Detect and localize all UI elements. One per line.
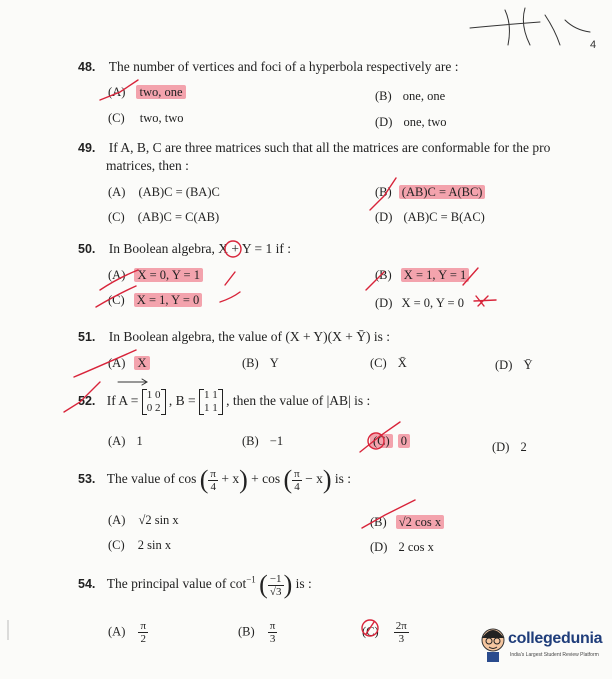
q53-a-label: (A) xyxy=(108,513,126,527)
q51-text: In Boolean algebra, the value of (X + Y)(X + Ȳ) is : xyxy=(108,329,391,344)
q53-plus-x: + x xyxy=(221,471,240,487)
q48-number: 48. xyxy=(78,60,96,74)
q53-text2: + cos xyxy=(251,471,281,487)
q51-d-text: Ȳ xyxy=(523,358,533,372)
q54-text1: The principal value of cot xyxy=(106,576,247,592)
q53-frac-1-num: π xyxy=(210,467,216,480)
q53-frac-2-num: π xyxy=(294,467,300,480)
q53-frac-2-den: 4 xyxy=(294,480,300,493)
q53-number: 53. xyxy=(78,472,96,487)
q49-tick-mark xyxy=(370,178,396,210)
q50-a-check xyxy=(225,272,235,285)
q50-b-text: X = 1, Y = 1 xyxy=(401,268,469,282)
q54-c-num: 2π xyxy=(395,620,407,632)
q52-a-label: (A) xyxy=(108,434,126,448)
q48-a-label: (A) xyxy=(108,85,126,99)
q53-d-label: (D) xyxy=(370,540,388,554)
q54-c-den: 3 xyxy=(398,633,405,645)
q50-d-label: (D) xyxy=(375,296,393,310)
q52-b-text: −1 xyxy=(269,434,284,448)
q52-matrix-b-row2: 1 1 xyxy=(204,402,218,414)
q54-a-num: π xyxy=(140,620,147,632)
q52-matrix-a-row2: 0 2 xyxy=(146,402,161,414)
q51-a-label: (A) xyxy=(108,356,126,370)
q53-paren-open-1: ( xyxy=(199,465,209,494)
q54-a-den: 2 xyxy=(140,633,147,645)
q49-text-line1: If A, B, C are three matrices such that all the matrices are conformable for the pro xyxy=(108,140,551,155)
q51-a-text: X xyxy=(134,356,149,370)
q53-text1: The value of cos xyxy=(106,471,197,487)
q52-text: , then the value of |AB| is : xyxy=(226,393,371,409)
q50-number: 50. xyxy=(78,242,96,256)
q52-arrow-mark xyxy=(118,379,147,385)
q49-d-label: (D) xyxy=(375,210,393,224)
q49-a-text: (AB)C = (BA)C xyxy=(138,185,220,199)
q49-c-label: (C) xyxy=(108,210,125,224)
q52-c-label: (C) xyxy=(370,434,393,448)
q52-d-label: (D) xyxy=(492,440,510,454)
q54-b-label: (B) xyxy=(238,624,255,639)
q48-c-label: (C) xyxy=(108,111,125,125)
q48-b-label: (B) xyxy=(375,89,392,103)
q53-paren-open-2: ( xyxy=(283,465,293,494)
q52-a-text: 1 xyxy=(136,434,143,448)
q49-b-text: (AB)C = A(BC) xyxy=(399,185,486,199)
q54-c-label: (C) xyxy=(362,624,379,639)
q53-frac-1-den: 4 xyxy=(210,480,216,493)
q51-d-label: (D) xyxy=(495,358,513,372)
q50-b-check xyxy=(463,268,478,285)
q50-a-label: (A) xyxy=(108,268,126,282)
q49-c-text: (AB)C = C(AB) xyxy=(137,210,220,224)
q53-c-label: (C) xyxy=(108,538,125,552)
q53-d-text: 2 cos x xyxy=(398,540,434,554)
q54-paren-open: ( xyxy=(259,570,268,599)
q53-paren-close-1: ) xyxy=(239,465,248,494)
q52-c-text: 0 xyxy=(398,434,410,448)
q51-tick-mark xyxy=(74,350,136,377)
scribble-mark xyxy=(470,8,590,45)
q54-frac-num: −1 xyxy=(269,572,282,585)
q50-c-text: X = 1, Y = 0 xyxy=(134,293,202,307)
logo-tagline: India's Largest Student Review Platform xyxy=(510,652,599,658)
q48-d-text: one, two xyxy=(403,115,447,129)
q52-tick-mark xyxy=(64,382,100,412)
q51-b-label: (B) xyxy=(242,356,259,370)
q50-plus-circle xyxy=(225,241,241,257)
q51-c-text: X̄ xyxy=(397,356,407,370)
q50-d-cross xyxy=(474,296,496,306)
q49-a-label: (A) xyxy=(108,185,126,199)
q54-paren-close: ) xyxy=(283,570,293,599)
q53-tick-mark xyxy=(362,500,415,528)
scribble-digit: 4 xyxy=(590,39,597,51)
q49-text-line2: matrices, then : xyxy=(106,158,189,173)
q51-b-text: Y xyxy=(269,356,279,370)
q48-b-text: one, one xyxy=(402,89,446,103)
q50-a-text: X = 0, Y = 1 xyxy=(134,268,202,282)
q50-text: In Boolean algebra, X + Y = 1 if : xyxy=(108,241,291,256)
q52-d-text: 2 xyxy=(520,440,527,454)
q53-c-text: 2 sin x xyxy=(137,538,172,552)
q54-b-num: π xyxy=(269,620,276,632)
q54-frac-den: √3 xyxy=(269,585,282,598)
logo-wordmark: collegedunia xyxy=(508,630,603,647)
q54-number: 54. xyxy=(78,577,96,592)
q53-text3: is : xyxy=(334,471,352,487)
q50-c-label: (C) xyxy=(108,293,125,307)
q54-c-check xyxy=(366,622,374,634)
q52-b-label: (B) xyxy=(242,434,259,448)
q54-a-label: (A) xyxy=(108,624,126,639)
q49-d-text: (AB)C = B(AC) xyxy=(403,210,485,224)
q54-b-den: 3 xyxy=(269,633,276,645)
q54-text2: is : xyxy=(295,576,312,592)
q54-sup: −1 xyxy=(246,574,256,585)
q52-matrix-b-row1: 1 1 xyxy=(204,389,218,401)
q50-d-text: X = 0, Y = 0 xyxy=(401,296,464,310)
q51-c-label: (C) xyxy=(370,356,387,370)
q52-b-eq: , B = xyxy=(168,393,196,409)
q50-b-stroke xyxy=(366,272,384,290)
q52-number: 52. xyxy=(78,394,96,409)
q48-a-text: two, one xyxy=(136,85,185,99)
q53-minus-x: − x xyxy=(305,471,323,487)
q53-b-text: √2 cos x xyxy=(396,515,444,529)
q49-number: 49. xyxy=(78,141,96,155)
q48-d-label: (D) xyxy=(375,115,393,129)
q52-matrix-a-row1: 1 0 xyxy=(146,389,161,401)
q52-if: If A = xyxy=(106,393,139,409)
q48-tick-mark xyxy=(100,80,138,100)
q53-paren-close-2: ) xyxy=(322,465,332,494)
q50-c-check xyxy=(220,292,240,302)
q53-a-text: √2 sin x xyxy=(138,513,179,527)
q49-b-label: (B) xyxy=(375,185,392,199)
q48-c-text: two, two xyxy=(139,111,184,125)
q50-b-label: (B) xyxy=(375,268,392,282)
q53-b-label: (B) xyxy=(370,515,387,529)
q48-text: The number of vertices and foci of a hyperbola respectively are : xyxy=(108,59,459,74)
q51-number: 51. xyxy=(78,330,96,344)
